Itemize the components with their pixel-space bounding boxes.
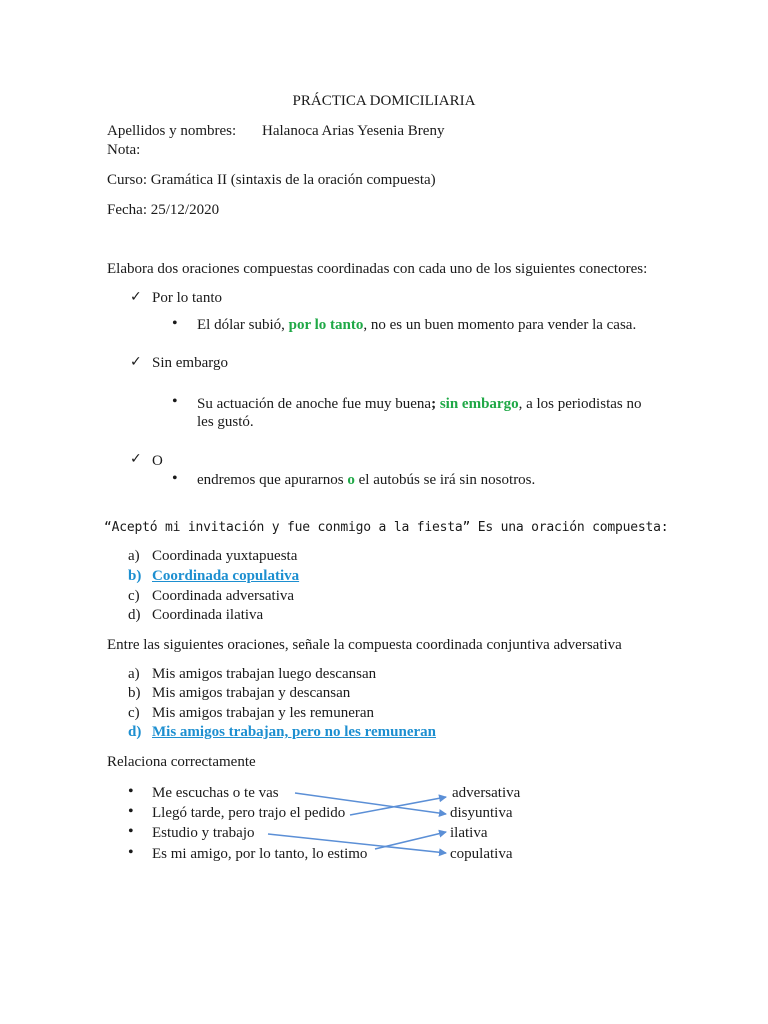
option-text: Coordinada adversativa: [152, 588, 295, 604]
matching-left-item: Estudio y trabajo: [152, 825, 255, 841]
connector-heading: Sin embargo: [152, 355, 228, 371]
question-3-prompt: Entre las siguientes oraciones, señale la compuesta coordinada conjuntiva adversativa: [107, 637, 622, 653]
option-letter: b): [128, 685, 141, 701]
instruction-1: Elabora dos oraciones compuestas coordinadas con cada uno de los siguientes conectores:: [107, 261, 648, 277]
course-line: Curso: Gramática II (sintaxis de la oración compuesta): [107, 172, 436, 188]
example-sentence-continued: les gustó.: [197, 414, 254, 430]
example-sentence: El dólar subió, por lo tanto, no es un buen momento para vender la casa.: [197, 317, 637, 333]
option-text: Coordinada ilativa: [152, 607, 264, 623]
matching-arrow: [268, 834, 446, 853]
bullet-icon: •: [128, 823, 134, 840]
matching-heading: Relaciona correctamente: [107, 754, 256, 770]
checkmark-icon: ✓: [130, 354, 142, 370]
date-line: Fecha: 25/12/2020: [107, 202, 220, 218]
option-text: Coordinada yuxtapuesta: [152, 548, 298, 564]
matching-right-item: adversativa: [452, 785, 521, 801]
checkmark-icon: ✓: [130, 451, 142, 467]
bullet-icon: •: [172, 393, 178, 410]
option-letter-selected: d): [128, 724, 142, 740]
matching-left-item: Es mi amigo, por lo tanto, lo estimo: [152, 846, 368, 862]
option-text: Mis amigos trabajan y les remuneran: [152, 705, 375, 721]
connector-heading: O: [152, 453, 163, 469]
bullet-icon: •: [172, 470, 178, 487]
option-text-selected: Coordinada copulativa: [152, 568, 300, 584]
example-sentence: Su actuación de anoche fue muy buena; sin embargo, a los periodistas no: [197, 396, 642, 412]
option-letter: a): [128, 666, 140, 682]
checkmark-icon: ✓: [130, 289, 142, 305]
matching-right-item: copulativa: [450, 846, 513, 862]
option-text: Mis amigos trabajan luego descansan: [152, 666, 377, 682]
bullet-icon: •: [128, 783, 134, 800]
question-2-prompt: “Aceptó mi invitación y fue conmigo a la fiesta” Es una oración compuesta:: [104, 520, 669, 535]
option-letter: a): [128, 548, 140, 564]
names-value: Halanoca Arias Yesenia Breny: [262, 123, 445, 139]
option-text-selected: Mis amigos trabajan, pero no les remuneran: [152, 724, 437, 740]
option-letter: d): [128, 607, 141, 623]
connector-heading: Por lo tanto: [152, 290, 222, 306]
option-letter-selected: b): [128, 568, 142, 584]
matching-left-item: Me escuchas o te vas: [152, 785, 279, 801]
grade-label: Nota:: [107, 142, 141, 158]
matching-arrow: [375, 832, 446, 849]
bullet-icon: •: [128, 803, 134, 820]
matching-left-item: Llegó tarde, pero trajo el pedido: [152, 805, 346, 821]
option-letter: c): [128, 588, 140, 604]
matching-right-item: ilativa: [450, 825, 488, 841]
option-text: Mis amigos trabajan y descansan: [152, 685, 351, 701]
example-sentence: endremos que apurarnos o el autobús se irá sin nosotros.: [197, 472, 536, 488]
names-label: Apellidos y nombres:: [107, 123, 237, 139]
page-title: PRÁCTICA DOMICILIARIA: [292, 93, 476, 109]
bullet-icon: •: [172, 315, 178, 332]
bullet-icon: •: [128, 844, 134, 861]
matching-right-item: disyuntiva: [450, 805, 513, 821]
option-letter: c): [128, 705, 140, 721]
